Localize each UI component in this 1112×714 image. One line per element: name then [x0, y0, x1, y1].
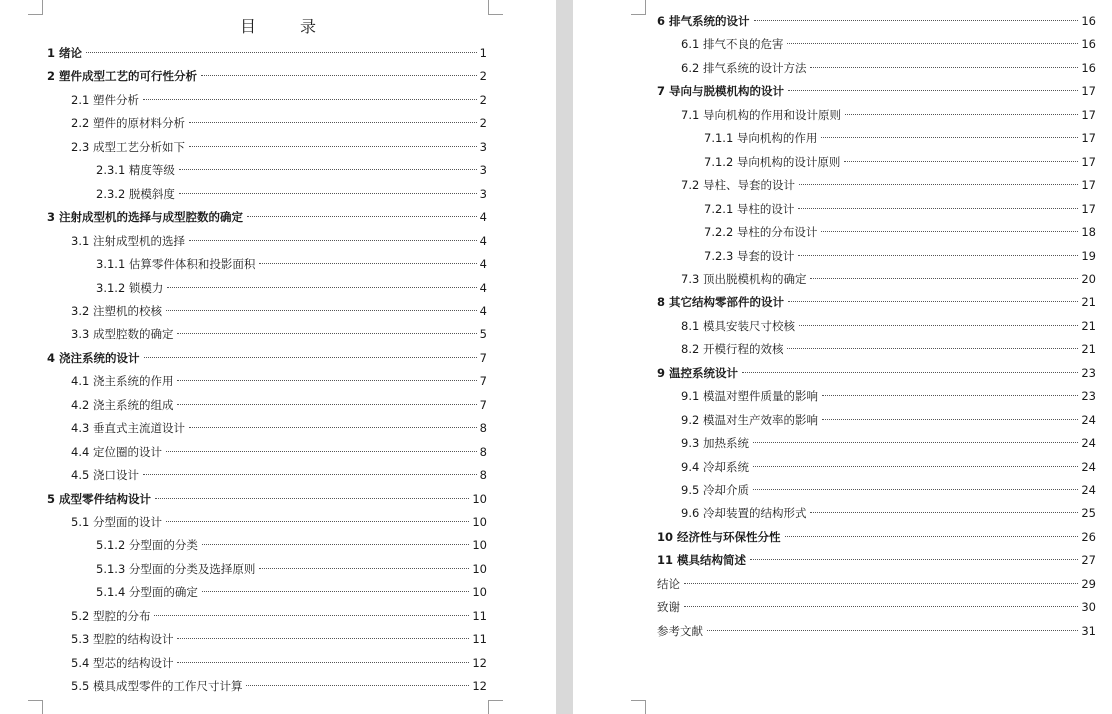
dot-leader [742, 372, 1078, 373]
dot-leader [787, 43, 1078, 44]
toc-entry-label: 5.3 型腔的结构设计 [71, 632, 174, 647]
toc-entry-label: 5.5 模具成型零件的工作尺寸计算 [71, 679, 243, 694]
toc-entry-label: 2.2 塑件的原材料分析 [71, 116, 185, 131]
toc-entry-label: 9 温控系统设计 [657, 365, 739, 380]
toc-entry[interactable] [47, 207, 487, 227]
toc-entry-page: 24 [1081, 436, 1096, 451]
dot-leader [845, 114, 1078, 115]
toc-entry-label: 6 排气系统的设计 [657, 14, 750, 28]
toc-entry-page: 23 [1081, 365, 1096, 380]
toc-entry-page: 11 [472, 608, 487, 623]
toc-entry-label: 9.3 加热系统 [681, 436, 749, 451]
dot-leader [799, 325, 1078, 326]
toc-entry[interactable] [681, 269, 1096, 289]
toc-entry-page: 16 [1081, 60, 1096, 75]
toc-entry-label: 4.1 浇主系统的作用 [71, 374, 174, 389]
toc-entry[interactable] [71, 395, 487, 415]
dot-leader [798, 208, 1078, 209]
toc-entry-page: 24 [1081, 459, 1096, 474]
toc-entry-page: 17 [1081, 84, 1096, 99]
dot-leader [810, 512, 1078, 513]
toc-entry[interactable] [704, 152, 1096, 172]
dot-leader [177, 333, 476, 334]
toc-entry-page: 21 [1081, 295, 1096, 310]
dot-leader [177, 404, 476, 405]
dot-leader [144, 357, 477, 358]
toc-entry[interactable] [681, 175, 1096, 195]
dot-leader [166, 451, 477, 452]
toc-entry[interactable] [681, 316, 1096, 336]
toc-entry[interactable] [681, 339, 1096, 359]
toc-entry[interactable] [71, 606, 487, 626]
toc-entry-label: 2 塑件成型工艺的可行性分析 [47, 69, 198, 84]
crop-mark [488, 0, 503, 15]
toc-entry[interactable] [657, 11, 1096, 31]
toc-entry[interactable] [681, 480, 1096, 500]
toc-entry-label: 3.3 成型腔数的确定 [71, 327, 174, 342]
toc-entry-page: 4 [479, 233, 487, 248]
toc-entry[interactable] [96, 278, 487, 298]
toc-entry[interactable] [71, 676, 487, 696]
toc-entry[interactable] [657, 363, 1096, 383]
toc-entry-label: 7.3 顶出脱模机构的确定 [681, 271, 807, 286]
toc-entry[interactable] [681, 410, 1096, 430]
toc-entry[interactable] [71, 113, 487, 133]
dot-leader [822, 395, 1078, 396]
toc-entry[interactable] [681, 433, 1096, 453]
toc-entry-label: 7.2.2 导柱的分布设计 [704, 225, 818, 240]
toc-entry-label: 6.2 排气系统的设计方法 [681, 60, 807, 75]
dot-leader [753, 466, 1078, 467]
toc-entry-page: 12 [472, 679, 487, 694]
toc-entry-label: 2.3 成型工艺分析如下 [71, 139, 185, 154]
toc-entry[interactable] [681, 34, 1096, 54]
toc-entry-label: 2.3.2 脱模斜度 [96, 186, 175, 201]
toc-entry-page: 16 [1081, 14, 1096, 28]
toc-entry-label: 5.1.3 分型面的分类及选择原则 [96, 561, 256, 576]
crop-mark [28, 0, 43, 15]
toc-entry-label: 4.5 浇口设计 [71, 468, 139, 483]
dot-leader [189, 122, 477, 123]
toc-entry-label: 5.1 分型面的设计 [71, 515, 162, 529]
toc-entry-page: 4 [479, 210, 487, 225]
dot-leader [753, 489, 1078, 490]
toc-entry-label: 致谢 [657, 600, 680, 615]
toc-entry[interactable] [71, 465, 487, 485]
toc-entry-page: 23 [1081, 389, 1096, 404]
toc-entry-page: 2 [479, 92, 487, 107]
toc-entry[interactable] [96, 160, 487, 180]
dot-leader [259, 263, 476, 264]
dot-leader [201, 75, 477, 76]
toc-entry-page: 17 [1081, 201, 1096, 216]
toc-entry-label: 8.1 模具安装尺寸校核 [681, 318, 795, 333]
toc-entry-label: 4.4 定位圈的设计 [71, 444, 162, 459]
toc-entry-page: 25 [1081, 506, 1096, 521]
toc-entry-page: 3 [479, 163, 487, 178]
toc-entry[interactable] [96, 254, 487, 274]
toc-entry[interactable] [71, 442, 487, 462]
toc-entry-label: 7.2.1 导柱的设计 [704, 201, 795, 216]
dot-leader [177, 662, 469, 663]
toc-entry[interactable] [657, 292, 1096, 312]
toc-entry-label: 9.2 模温对生产效率的影响 [681, 412, 818, 427]
toc-entry-label: 2.1 塑件分析 [71, 92, 139, 107]
toc-entry-page: 21 [1081, 318, 1096, 333]
dot-leader [86, 52, 477, 53]
toc-entry-page: 17 [1081, 178, 1096, 193]
dot-leader [787, 348, 1078, 349]
toc-entry-page: 3 [479, 139, 487, 154]
toc-entry[interactable] [681, 105, 1096, 125]
toc-entry-page: 27 [1081, 553, 1096, 568]
dot-leader [821, 231, 1078, 232]
toc-entry-page: 2 [479, 69, 487, 84]
toc-entry-page: 29 [1081, 576, 1096, 591]
toc-entry[interactable] [704, 199, 1096, 219]
toc-entry-page: 10 [472, 491, 487, 506]
toc-entry[interactable] [657, 81, 1096, 101]
toc-entry-page: 20 [1081, 271, 1096, 286]
dot-leader [754, 20, 1079, 21]
page-gutter [556, 0, 573, 714]
dot-leader [179, 169, 477, 170]
toc-entry-label: 6.1 排气不良的危害 [681, 37, 784, 52]
dot-leader [259, 568, 469, 569]
toc-entry[interactable] [96, 559, 487, 579]
toc-entry[interactable] [681, 58, 1096, 78]
toc-entry-page: 26 [1081, 529, 1096, 544]
dot-leader [750, 559, 1078, 560]
toc-entry[interactable] [71, 231, 487, 251]
toc-entry-label: 3.1 注射成型机的选择 [71, 233, 185, 248]
dot-leader [753, 442, 1078, 443]
toc-entry-page: 31 [1081, 623, 1096, 638]
crop-mark [488, 700, 503, 714]
toc-entry-label: 结论 [657, 576, 680, 591]
toc-entry-label: 5.2 型腔的分布 [71, 608, 151, 623]
toc-entry-label: 9.5 冷却介质 [681, 483, 749, 497]
toc-entry[interactable] [71, 418, 487, 438]
toc-entry[interactable] [71, 629, 487, 649]
dot-leader [684, 606, 1078, 607]
toc-entry-label: 7.2 导柱、导套的设计 [681, 178, 795, 193]
toc-entry-page: 2 [479, 116, 487, 131]
toc-entry[interactable] [681, 386, 1096, 406]
toc-entry[interactable] [657, 550, 1096, 570]
dot-leader [202, 544, 469, 545]
toc-entry-page: 4 [479, 257, 487, 272]
toc-entry-page: 8 [479, 444, 487, 459]
dot-leader [799, 184, 1078, 185]
toc-entry[interactable] [657, 527, 1096, 547]
toc-entry-page: 10 [472, 538, 487, 553]
dot-leader [810, 67, 1078, 68]
toc-entry-label: 9.6 冷却装置的结构形式 [681, 506, 807, 521]
toc-entry[interactable] [71, 324, 487, 344]
toc-page-right [573, 0, 1112, 714]
toc-entry-page: 17 [1081, 107, 1096, 122]
toc-entry-page: 19 [1081, 248, 1096, 263]
toc-entry-page: 10 [472, 585, 487, 600]
toc-entry-label: 7.1 导向机构的作用和设计原则 [681, 107, 841, 122]
toc-entry-page: 4 [479, 303, 487, 318]
toc-entry-label: 5.1.2 分型面的分类 [96, 538, 198, 553]
toc-entry-label: 7 导向与脱模机构的设计 [657, 84, 785, 99]
toc-entry-label: 7.1.2 导向机构的设计原则 [704, 154, 841, 169]
toc-entry[interactable] [47, 43, 487, 63]
toc-entry-label: 5 成型零件结构设计 [47, 491, 152, 506]
toc-entry-label: 10 经济性与环保性分性 [657, 529, 781, 544]
toc-entry[interactable] [71, 653, 487, 673]
dot-leader [821, 137, 1078, 138]
toc-entry-label: 8 其它结构零部件的设计 [657, 295, 785, 310]
toc-entry[interactable] [704, 222, 1096, 242]
toc-entry[interactable] [47, 489, 487, 509]
toc-entry-label: 9.1 模温对塑件质量的影响 [681, 389, 818, 404]
toc-entry-page: 5 [479, 327, 487, 342]
dot-leader [177, 638, 469, 639]
dot-leader [844, 161, 1078, 162]
toc-entry-label: 3 注射成型机的选择与成型腔数的确定 [47, 210, 244, 225]
toc-entry[interactable] [47, 66, 487, 86]
toc-entry-label: 3.1.2 锁模力 [96, 280, 164, 295]
toc-entry[interactable] [96, 184, 487, 204]
dot-leader [167, 287, 476, 288]
dot-leader [788, 301, 1078, 302]
toc-entry-page: 3 [479, 186, 487, 201]
toc-entry-page: 12 [472, 655, 487, 670]
dot-leader [798, 255, 1078, 256]
dot-leader [189, 427, 477, 428]
toc-entry-page: 17 [1081, 154, 1096, 169]
toc-entry-label: 4 浇注系统的设计 [47, 350, 140, 365]
toc-entry-label: 11 模具结构简述 [657, 553, 747, 568]
toc-entry-label: 2.3.1 精度等级 [96, 163, 175, 178]
dot-leader [154, 615, 469, 616]
dot-leader [788, 90, 1078, 91]
toc-entry-page: 16 [1081, 37, 1096, 52]
toc-entry-label: 5.1.4 分型面的确定 [96, 585, 198, 600]
dot-leader [189, 146, 477, 147]
toc-entry-page: 8 [479, 421, 487, 436]
dot-leader [166, 521, 469, 522]
toc-entry-page: 8 [479, 468, 487, 483]
toc-entry-page: 7 [479, 374, 487, 389]
toc-entry-page: 24 [1081, 483, 1096, 497]
dot-leader [177, 380, 476, 381]
dot-leader [143, 99, 477, 100]
toc-entry[interactable] [681, 503, 1096, 523]
dot-leader [247, 216, 477, 217]
toc-entry[interactable] [96, 582, 487, 602]
toc-entry[interactable] [71, 137, 487, 157]
toc-entry-label: 8.2 开模行程的效核 [681, 342, 784, 357]
toc-entry-page: 24 [1081, 412, 1096, 427]
dot-leader [707, 630, 1078, 631]
toc-title: 目 录 [239, 17, 330, 36]
dot-leader [189, 240, 477, 241]
toc-entry[interactable] [657, 597, 1096, 617]
dot-leader [202, 591, 469, 592]
dot-leader [179, 193, 477, 194]
toc-entry-page: 17 [1081, 131, 1096, 146]
toc-entry[interactable] [657, 574, 1096, 594]
toc-entry[interactable] [71, 301, 487, 321]
toc-entry[interactable] [71, 371, 487, 391]
toc-entry-label: 7.1.1 导向机构的作用 [704, 131, 818, 146]
toc-entry[interactable] [71, 512, 487, 532]
toc-entry-page: 30 [1081, 600, 1096, 615]
toc-entry-page: 1 [479, 46, 487, 60]
dot-leader [166, 310, 477, 311]
toc-entry-page: 11 [472, 632, 487, 647]
toc-entry[interactable] [657, 621, 1096, 641]
toc-entry-label: 4.2 浇主系统的组成 [71, 397, 174, 412]
toc-entry-label: 1 绪论 [47, 46, 83, 60]
toc-entry-page: 18 [1081, 225, 1096, 240]
toc-entry[interactable] [47, 348, 487, 368]
toc-entry[interactable] [96, 535, 487, 555]
toc-entry-label: 4.3 垂直式主流道设计 [71, 421, 185, 436]
dot-leader [822, 419, 1078, 420]
toc-entry-page: 7 [479, 397, 487, 412]
toc-entry-label: 3.1.1 估算零件体积和投影面积 [96, 257, 256, 272]
dot-leader [785, 536, 1079, 537]
dot-leader [155, 498, 469, 499]
toc-entry-page: 4 [479, 280, 487, 295]
toc-entry-page: 21 [1081, 342, 1096, 357]
toc-entry-page: 10 [472, 515, 487, 529]
toc-entry-label: 参考文献 [657, 623, 703, 638]
toc-entry[interactable] [681, 457, 1096, 477]
toc-entry[interactable] [71, 90, 487, 110]
crop-mark [28, 700, 43, 714]
dot-leader [684, 583, 1078, 584]
dot-leader [810, 278, 1078, 279]
toc-entry[interactable] [704, 128, 1096, 148]
toc-entry[interactable] [704, 246, 1096, 266]
toc-entry-label: 5.4 型芯的结构设计 [71, 655, 174, 670]
toc-entry-label: 9.4 冷却系统 [681, 459, 749, 474]
toc-entry-page: 7 [479, 350, 487, 365]
dot-leader [246, 685, 469, 686]
toc-entry-label: 3.2 注塑机的校核 [71, 303, 162, 318]
toc-entry-page: 10 [472, 561, 487, 576]
toc-entry-label: 7.2.3 导套的设计 [704, 248, 795, 263]
crop-mark [631, 0, 646, 15]
crop-mark [631, 700, 646, 714]
dot-leader [143, 474, 477, 475]
